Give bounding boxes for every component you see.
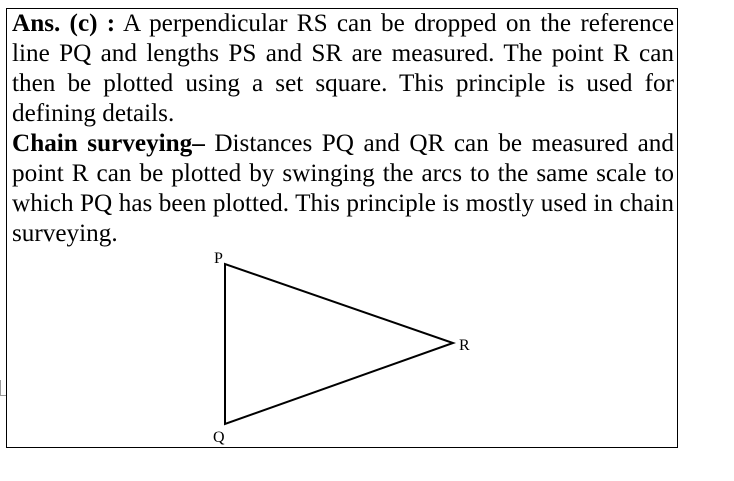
triangle-pqr [225, 264, 453, 424]
page-edge-mark [0, 380, 6, 396]
answer-paragraph [12, 9, 674, 129]
point-q-label: Q [213, 429, 225, 446]
chain-surveying-paragraph [12, 129, 674, 249]
triangle-figure [200, 245, 490, 450]
point-r-label: R [459, 337, 470, 354]
chain-surveying-label: Chain surveying– [12, 130, 205, 157]
answer-body: A perpendicular RS can be dropped on the reference line PQ and lengths PS and SR are measured. The point R can then be plotted using a set square. This principle is used for defining details. [12, 10, 674, 127]
answer-text [12, 9, 674, 249]
answer-label: Ans. (c) : [12, 10, 116, 37]
chain-surveying-body: Distances PQ and QR can be measured and point R can be plotted by swinging the arcs to the same scale to which PQ has been plotted. This principle is mostly used in chain surveying. [12, 130, 674, 247]
point-p-label: P [214, 250, 223, 267]
